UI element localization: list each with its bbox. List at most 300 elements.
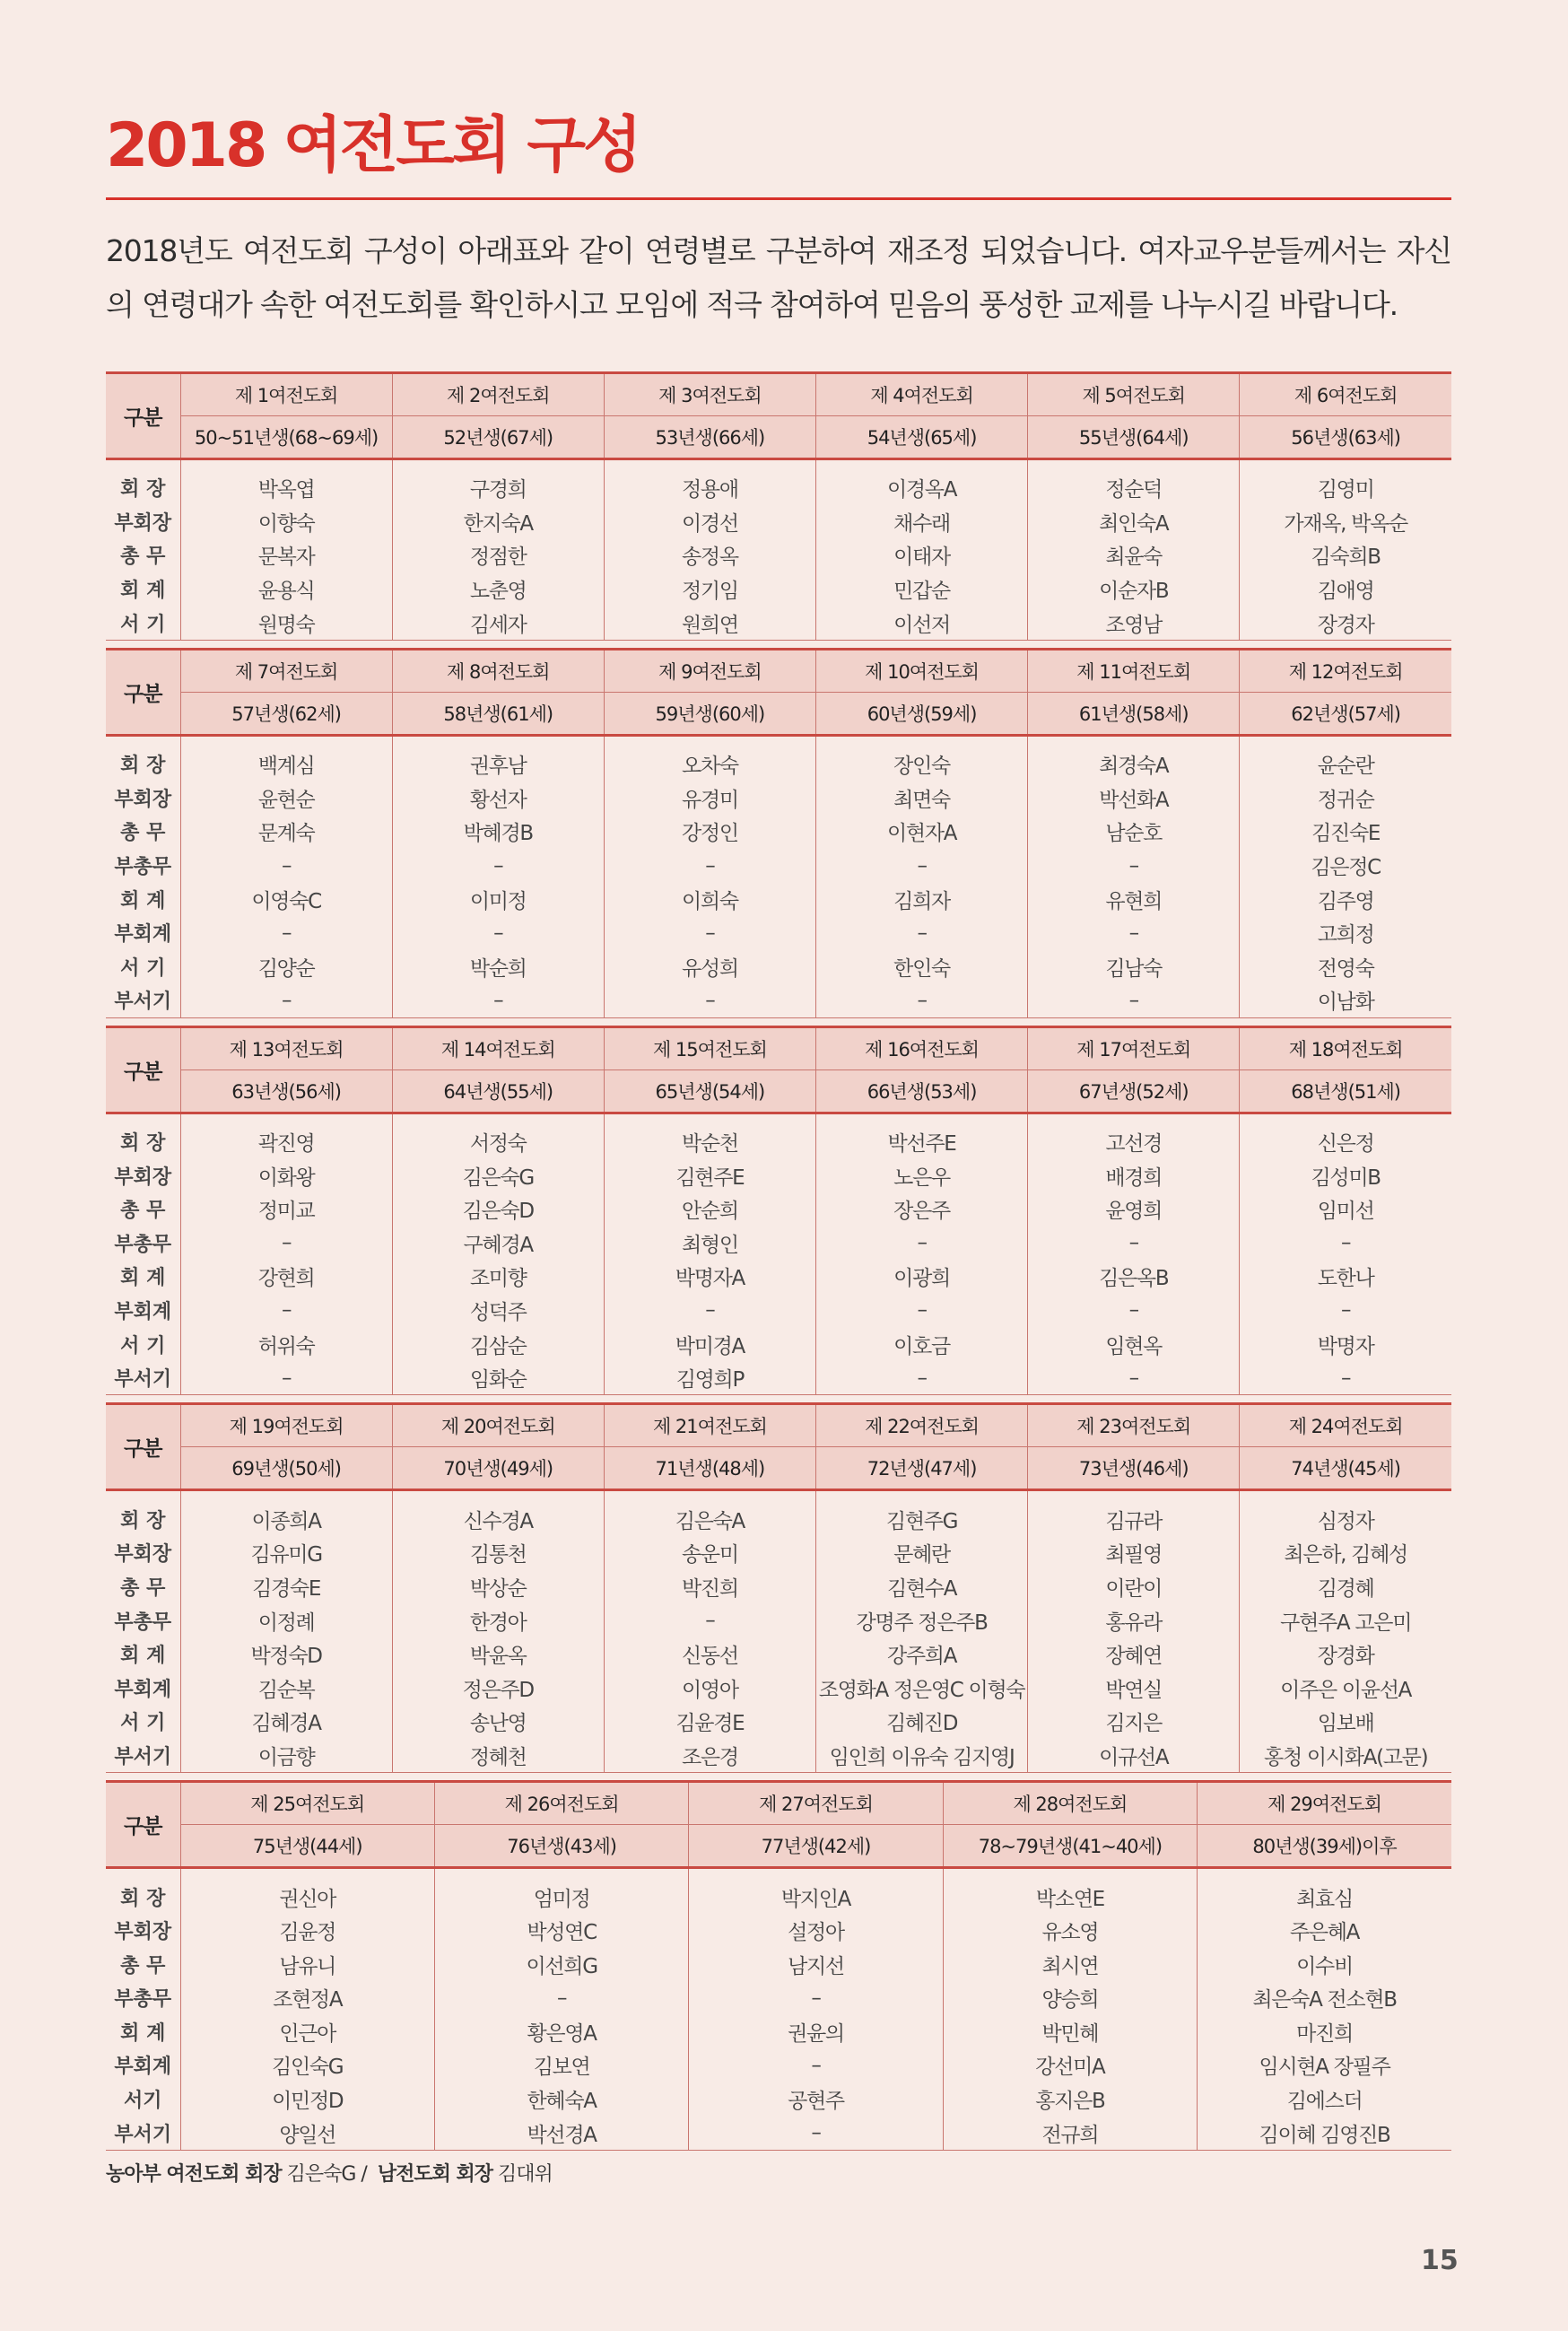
- officer-name: –: [1028, 983, 1240, 1017]
- officer-name: 윤순란: [1240, 747, 1451, 781]
- officer-name: 장인숙: [815, 747, 1027, 781]
- officer-name: 정혜천: [392, 1739, 604, 1773]
- group-age-range: 74년생(45세): [1240, 1447, 1451, 1490]
- group-name: 제 24여전도회: [1240, 1404, 1451, 1447]
- officer-row: [106, 1227, 1451, 1261]
- officer-name: 김희자: [815, 882, 1027, 916]
- officer-row: [106, 1192, 1451, 1227]
- role-label: 부회장: [114, 511, 172, 535]
- officer-name: 엄미정: [434, 1880, 688, 1914]
- intro-paragraph: 2018년도 여전도회 구성이 아래표와 같이 연령별로 구분하여 재조정 되었습니다. 여자교우분들께서는 자신의 연령대가 속한 여전도회를 확인하시고 모임에 적극 참여하여 믿음의 풍성한 교제를 나누시길 바랍니다.: [106, 233, 1451, 322]
- group-name: 제 27여전도회: [689, 1782, 943, 1825]
- officer-name: 홍지은B: [943, 2082, 1197, 2117]
- officer-name: 신동선: [604, 1637, 815, 1672]
- age-header-row: [106, 416, 1451, 459]
- group-name: 제 9여전도회: [604, 649, 815, 692]
- group-name: 제 29여전도회: [1198, 1782, 1451, 1825]
- officer-row: [106, 1705, 1451, 1739]
- footer-name-men: 김대위: [497, 2163, 553, 2186]
- officer-row: [106, 2082, 1451, 2117]
- officer-name: 이광희: [815, 1260, 1027, 1294]
- role-label: 부총무: [114, 1611, 172, 1634]
- group-name: 제 13여전도회: [180, 1026, 392, 1069]
- officer-name: 전영숙: [1240, 950, 1451, 984]
- officer-name: 박명자: [1240, 1327, 1451, 1361]
- category-label: 구분: [106, 1026, 180, 1113]
- officer-name: –: [815, 916, 1027, 950]
- group-name: 제 3여전도회: [604, 373, 815, 416]
- officer-name: 배경희: [1028, 1158, 1240, 1192]
- group-header-row: [106, 1026, 1451, 1069]
- officer-name: 강주희A: [815, 1637, 1027, 1672]
- role-label: 부회장: [114, 1166, 172, 1189]
- officer-row: [106, 983, 1451, 1017]
- footer-note: [106, 2159, 553, 2187]
- category-label: 구분: [106, 1782, 180, 1868]
- role-label: 부회계: [114, 1300, 172, 1323]
- officer-name: 유현희: [1028, 882, 1240, 916]
- group-age-range: 63년생(56세): [180, 1069, 392, 1113]
- officer-row: [106, 1981, 1451, 2015]
- officer-name: 홍청 이시화A(고문): [1240, 1739, 1451, 1773]
- category-label: 구분: [106, 649, 180, 735]
- officer-name: 송정옥: [604, 538, 815, 572]
- group-age-range: 78~79년생(41~40세): [943, 1825, 1197, 1868]
- group-age-range: 73년생(46세): [1028, 1447, 1240, 1490]
- role-label: 총 무: [120, 822, 166, 845]
- officer-name: –: [434, 1981, 688, 2015]
- group-age-range: 52년생(67세): [392, 416, 604, 459]
- officer-name: 박선경A: [434, 2116, 688, 2150]
- officer-name: 박옥엽: [180, 471, 392, 505]
- officer-name: 김현주E: [604, 1158, 815, 1192]
- officer-name: 장혜연: [1028, 1637, 1240, 1672]
- group-age-range: 57년생(62세): [180, 692, 392, 735]
- officer-name: 박선화A: [1028, 781, 1240, 816]
- role-label: 회 계: [120, 1645, 166, 1668]
- officer-name: 임보배: [1240, 1705, 1451, 1739]
- role-label: 회 계: [120, 889, 166, 912]
- role-label: 회 장: [120, 478, 166, 502]
- role-label: 부서기: [106, 983, 180, 1017]
- officer-name: 한인숙: [815, 950, 1027, 984]
- officer-row: [106, 1739, 1451, 1773]
- group-name: 제 16여전도회: [815, 1026, 1027, 1069]
- officer-name: 남지선: [689, 1947, 943, 1981]
- officer-name: 조은경: [604, 1739, 815, 1773]
- officer-name: 김순복: [180, 1671, 392, 1705]
- officer-name: 최인숙A: [1028, 505, 1240, 539]
- role-label: 서 기: [106, 606, 180, 640]
- officer-name: 정은주D: [392, 1671, 604, 1705]
- officer-name: 노은우: [815, 1158, 1027, 1192]
- officer-name: 강명주 정은주B: [815, 1603, 1027, 1637]
- role-label: 서 기: [120, 1712, 166, 1735]
- officer-name: 최은하, 김혜성: [1240, 1536, 1451, 1570]
- footer-label-deaf: 농아부 여전도회 회장: [106, 2163, 282, 2186]
- officer-name: –: [1028, 1227, 1240, 1261]
- officer-name: 성덕주: [392, 1294, 604, 1328]
- officer-name: 유소영: [943, 1914, 1197, 1948]
- officer-name: –: [604, 983, 815, 1017]
- officer-row: [106, 1671, 1451, 1705]
- officer-name: 원희연: [604, 606, 815, 640]
- officer-name: 이주은 이윤선A: [1240, 1671, 1451, 1705]
- group-age-range: 72년생(47세): [815, 1447, 1027, 1490]
- group-age-range: 76년생(43세): [434, 1825, 688, 1868]
- officer-name: 송운미: [604, 1536, 815, 1570]
- officer-name: 최은숙A 전소현B: [1198, 1981, 1451, 2015]
- officer-name: 신수경A: [392, 1502, 604, 1536]
- officer-name: –: [392, 849, 604, 883]
- role-label: 부총무: [114, 856, 172, 879]
- officer-name: 김은숙G: [392, 1158, 604, 1192]
- officer-name: 박명자A: [604, 1260, 815, 1294]
- officer-name: 곽진영: [180, 1125, 392, 1159]
- officer-name: 황은영A: [434, 2015, 688, 2049]
- officer-name: 인근아: [180, 2015, 434, 2049]
- officer-name: 김애영: [1240, 572, 1451, 607]
- officer-name: –: [180, 1227, 392, 1261]
- committee-table: [106, 648, 1451, 1018]
- group-age-range: 55년생(64세): [1028, 416, 1240, 459]
- officer-row: [106, 1327, 1451, 1361]
- officer-name: 최윤숙: [1028, 538, 1240, 572]
- role-label: 서기: [123, 2090, 162, 2113]
- officer-row: [106, 815, 1451, 849]
- officer-name: –: [815, 1294, 1027, 1328]
- officer-row: [106, 471, 1451, 505]
- committee-table: [106, 1026, 1451, 1396]
- role-label: 부서기: [106, 1739, 180, 1773]
- officer-name: –: [1028, 916, 1240, 950]
- officer-name: –: [392, 916, 604, 950]
- officer-name: 김은정C: [1240, 849, 1451, 883]
- officer-name: 김혜진D: [815, 1705, 1027, 1739]
- officer-name: 박소연E: [943, 1880, 1197, 1914]
- officer-name: 임미선: [1240, 1192, 1451, 1227]
- officer-name: 윤현순: [180, 781, 392, 816]
- officer-name: 안순희: [604, 1192, 815, 1227]
- age-header-row: [106, 692, 1451, 735]
- officer-name: 박정숙D: [180, 1637, 392, 1672]
- officer-row: [106, 1260, 1451, 1294]
- role-label: 부총무: [114, 1233, 172, 1256]
- officer-row: [106, 882, 1451, 916]
- officer-name: 장경자: [1240, 606, 1451, 640]
- group-name: 제 14여전도회: [392, 1026, 604, 1069]
- officer-name: 남순호: [1028, 815, 1240, 849]
- officer-name: –: [180, 1294, 392, 1328]
- officer-row: [106, 1361, 1451, 1395]
- officer-name: 설정아: [689, 1914, 943, 1948]
- officer-name: 송난영: [392, 1705, 604, 1739]
- role-label: 회 장: [120, 1887, 166, 1910]
- group-age-range: 53년생(66세): [604, 416, 815, 459]
- officer-name: 김규라: [1028, 1502, 1240, 1536]
- officer-name: 임현옥: [1028, 1327, 1240, 1361]
- page-title: 2018 여전도회 구성: [106, 110, 640, 181]
- officer-name: –: [604, 1294, 815, 1328]
- group-header-row: [106, 373, 1451, 416]
- role-label: 서 기: [120, 956, 166, 980]
- group-name: 제 17여전도회: [1028, 1026, 1240, 1069]
- officer-name: 주은혜A: [1198, 1914, 1451, 1948]
- role-label: 총 무: [120, 1576, 166, 1600]
- role-label: 부회장: [114, 1921, 172, 1944]
- group-age-range: 80년생(39세)이후: [1198, 1825, 1451, 1868]
- officer-name: 유경미: [604, 781, 815, 816]
- officer-name: 정미교: [180, 1192, 392, 1227]
- group-age-range: 61년생(58세): [1028, 692, 1240, 735]
- officer-name: 김윤경E: [604, 1705, 815, 1739]
- officer-row: [106, 1294, 1451, 1328]
- group-age-range: 67년생(52세): [1028, 1069, 1240, 1113]
- officer-name: 정점한: [392, 538, 604, 572]
- role-label: 회 장: [120, 755, 166, 778]
- officer-name: 강현희: [180, 1260, 392, 1294]
- group-age-range: 66년생(53세): [815, 1069, 1027, 1113]
- officer-name: 남유니: [180, 1947, 434, 1981]
- officer-name: 권윤의: [689, 2015, 943, 2049]
- role-label: 부회계: [114, 1678, 172, 1701]
- group-age-range: 60년생(59세): [815, 692, 1027, 735]
- group-name: 제 25여전도회: [180, 1782, 434, 1825]
- officer-name: 고선경: [1028, 1125, 1240, 1159]
- officer-name: –: [689, 2116, 943, 2150]
- officer-name: 김숙희B: [1240, 538, 1451, 572]
- officer-name: 노춘영: [392, 572, 604, 607]
- role-label: 회 계: [120, 2021, 166, 2045]
- age-header-row: [106, 1069, 1451, 1113]
- officer-name: 박미경A: [604, 1327, 815, 1361]
- officer-name: 최형인: [604, 1227, 815, 1261]
- group-name: 제 26여전도회: [434, 1782, 688, 1825]
- role-label: 부서기: [106, 2116, 180, 2150]
- officer-name: 이종희A: [180, 1502, 392, 1536]
- officer-name: –: [604, 849, 815, 883]
- officer-name: 문혜란: [815, 1536, 1027, 1570]
- group-age-range: 59년생(60세): [604, 692, 815, 735]
- officer-row: [106, 2116, 1451, 2150]
- officer-name: 이남화: [1240, 983, 1451, 1017]
- officer-name: 이선저: [815, 606, 1027, 640]
- officer-name: 김영희P: [604, 1361, 815, 1395]
- officer-name: 이정례: [180, 1603, 392, 1637]
- group-age-range: 75년생(44세): [180, 1825, 434, 1868]
- category-label: 구분: [106, 1404, 180, 1490]
- group-name: 제 5여전도회: [1028, 373, 1240, 416]
- officer-name: 박선주E: [815, 1125, 1027, 1159]
- officer-name: 정귀순: [1240, 781, 1451, 816]
- officer-name: 이순자B: [1028, 572, 1240, 607]
- officer-name: 장은주: [815, 1192, 1027, 1227]
- officer-name: 김보연: [434, 2048, 688, 2082]
- group-age-range: 64년생(55세): [392, 1069, 604, 1113]
- officer-row: [106, 2048, 1451, 2082]
- group-age-range: 68년생(51세): [1240, 1069, 1451, 1113]
- officer-name: 박상순: [392, 1570, 604, 1604]
- officer-name: 김통천: [392, 1536, 604, 1570]
- officer-name: 이수비: [1198, 1947, 1451, 1981]
- officer-name: 박진희: [604, 1570, 815, 1604]
- officer-name: 박혜경B: [392, 815, 604, 849]
- officer-name: 이영아: [604, 1671, 815, 1705]
- officer-name: 이경옥A: [815, 471, 1027, 505]
- age-header-row: [106, 1447, 1451, 1490]
- officer-name: 양일선: [180, 2116, 434, 2150]
- officer-name: 윤용식: [180, 572, 392, 607]
- role-label: 부회장: [114, 1543, 172, 1567]
- group-name: 제 8여전도회: [392, 649, 604, 692]
- role-label: 회 장: [120, 1132, 166, 1156]
- spacer-row: [106, 1868, 1451, 1881]
- officer-name: 정기임: [604, 572, 815, 607]
- officer-row: [106, 950, 1451, 984]
- officer-name: 유성희: [604, 950, 815, 984]
- group-name: 제 7여전도회: [180, 649, 392, 692]
- officer-row: [106, 1603, 1451, 1637]
- officer-name: 박성연C: [434, 1914, 688, 1948]
- officer-name: 김삼순: [392, 1327, 604, 1361]
- officer-name: 백계심: [180, 747, 392, 781]
- officer-name: 박민혜: [943, 2015, 1197, 2049]
- officer-name: 전규희: [943, 2116, 1197, 2150]
- officer-name: 한경아: [392, 1603, 604, 1637]
- officer-name: 장경화: [1240, 1637, 1451, 1672]
- officer-row: [106, 1947, 1451, 1981]
- officer-name: 문복자: [180, 538, 392, 572]
- officer-name: 심정자: [1240, 1502, 1451, 1536]
- officer-name: 이희숙: [604, 882, 815, 916]
- group-name: 제 20여전도회: [392, 1404, 604, 1447]
- officer-name: 이선희G: [434, 1947, 688, 1981]
- officer-name: 김세자: [392, 606, 604, 640]
- officer-name: 이민정D: [180, 2082, 434, 2117]
- role-label: 회 계: [120, 580, 166, 603]
- group-age-range: 56년생(63세): [1240, 416, 1451, 459]
- group-header-row: [106, 649, 1451, 692]
- group-name: 제 19여전도회: [180, 1404, 392, 1447]
- officer-name: 양승희: [943, 1981, 1197, 2015]
- group-age-range: 71년생(48세): [604, 1447, 815, 1490]
- officer-name: 고희정: [1240, 916, 1451, 950]
- officer-name: 황선자: [392, 781, 604, 816]
- group-name: 제 28여전도회: [943, 1782, 1197, 1825]
- officer-name: –: [1240, 1227, 1451, 1261]
- officer-name: 박순희: [392, 950, 604, 984]
- officer-name: 김남숙: [1028, 950, 1240, 984]
- officer-name: 윤영희: [1028, 1192, 1240, 1227]
- officer-name: 강정인: [604, 815, 815, 849]
- officer-name: 최필영: [1028, 1536, 1240, 1570]
- officer-row: [106, 781, 1451, 816]
- officer-row: [106, 916, 1451, 950]
- officer-name: 조현정A: [180, 1981, 434, 2015]
- officer-name: 조미향: [392, 1260, 604, 1294]
- officer-name: 김혜경A: [180, 1705, 392, 1739]
- officer-name: –: [689, 1981, 943, 2015]
- officer-name: –: [1028, 849, 1240, 883]
- role-label: 회 계: [120, 1267, 166, 1290]
- officer-name: –: [815, 849, 1027, 883]
- group-name: 제 12여전도회: [1240, 649, 1451, 692]
- role-label: 회 장: [120, 1509, 166, 1532]
- role-label: 부회계: [114, 923, 172, 947]
- officer-name: 원명숙: [180, 606, 392, 640]
- officer-name: 김윤정: [180, 1914, 434, 1948]
- officer-name: 조영화A 정은영C 이형숙: [815, 1671, 1027, 1705]
- committee-table: [106, 1402, 1451, 1773]
- group-age-range: 58년생(61세): [392, 692, 604, 735]
- role-label: 부서기: [106, 1361, 180, 1395]
- officer-name: 권후남: [392, 747, 604, 781]
- officer-name: 권신아: [180, 1880, 434, 1914]
- officer-name: 김주영: [1240, 882, 1451, 916]
- role-label: 서 기: [120, 1334, 166, 1358]
- officer-row: [106, 1880, 1451, 1914]
- officer-name: 박연실: [1028, 1671, 1240, 1705]
- officer-name: 이경선: [604, 505, 815, 539]
- officer-name: –: [604, 1603, 815, 1637]
- group-name: 제 11여전도회: [1028, 649, 1240, 692]
- page-number: 15: [1421, 2245, 1459, 2276]
- role-label: 총 무: [120, 546, 166, 569]
- role-label: 부총무: [114, 1988, 172, 2012]
- age-header-row: [106, 1825, 1451, 1868]
- group-age-range: 54년생(65세): [815, 416, 1027, 459]
- committee-table: [106, 371, 1451, 641]
- officer-name: 가재옥, 박옥순: [1240, 505, 1451, 539]
- spacer-row: [106, 735, 1451, 747]
- group-name: 제 22여전도회: [815, 1404, 1027, 1447]
- officer-name: 문계숙: [180, 815, 392, 849]
- officer-name: 이금향: [180, 1739, 392, 1773]
- officer-row: [106, 2015, 1451, 2049]
- officer-row: [106, 538, 1451, 572]
- footer-name-deaf: 김은숙G /: [286, 2163, 367, 2186]
- title-divider: [106, 197, 1451, 200]
- group-header-row: [106, 1404, 1451, 1447]
- officer-name: 이태자: [815, 538, 1027, 572]
- officer-name: –: [180, 916, 392, 950]
- officer-name: –: [815, 1227, 1027, 1261]
- group-age-range: 77년생(42세): [689, 1825, 943, 1868]
- officer-row: [106, 747, 1451, 781]
- officer-name: 최시연: [943, 1947, 1197, 1981]
- officer-name: –: [180, 849, 392, 883]
- officer-name: 임화순: [392, 1361, 604, 1395]
- officer-name: 김은숙D: [392, 1192, 604, 1227]
- group-name: 제 1여전도회: [180, 373, 392, 416]
- officer-row: [106, 1637, 1451, 1672]
- officer-name: 김은숙A: [604, 1502, 815, 1536]
- officer-row: [106, 1502, 1451, 1536]
- officer-name: 김성미B: [1240, 1158, 1451, 1192]
- officer-name: 김지은: [1028, 1705, 1240, 1739]
- role-label: 부회계: [114, 2056, 172, 2079]
- officer-name: 최경숙A: [1028, 747, 1240, 781]
- footer-label-men: 남전도회 회장: [377, 2163, 492, 2186]
- officer-name: 박순천: [604, 1125, 815, 1159]
- group-name: 제 4여전도회: [815, 373, 1027, 416]
- officer-row: [106, 606, 1451, 640]
- officer-name: –: [815, 1361, 1027, 1395]
- officer-name: 민갑순: [815, 572, 1027, 607]
- officer-name: 구현주A 고은미: [1240, 1603, 1451, 1637]
- group-header-row: [106, 1782, 1451, 1825]
- officer-name: 한혜숙A: [434, 2082, 688, 2117]
